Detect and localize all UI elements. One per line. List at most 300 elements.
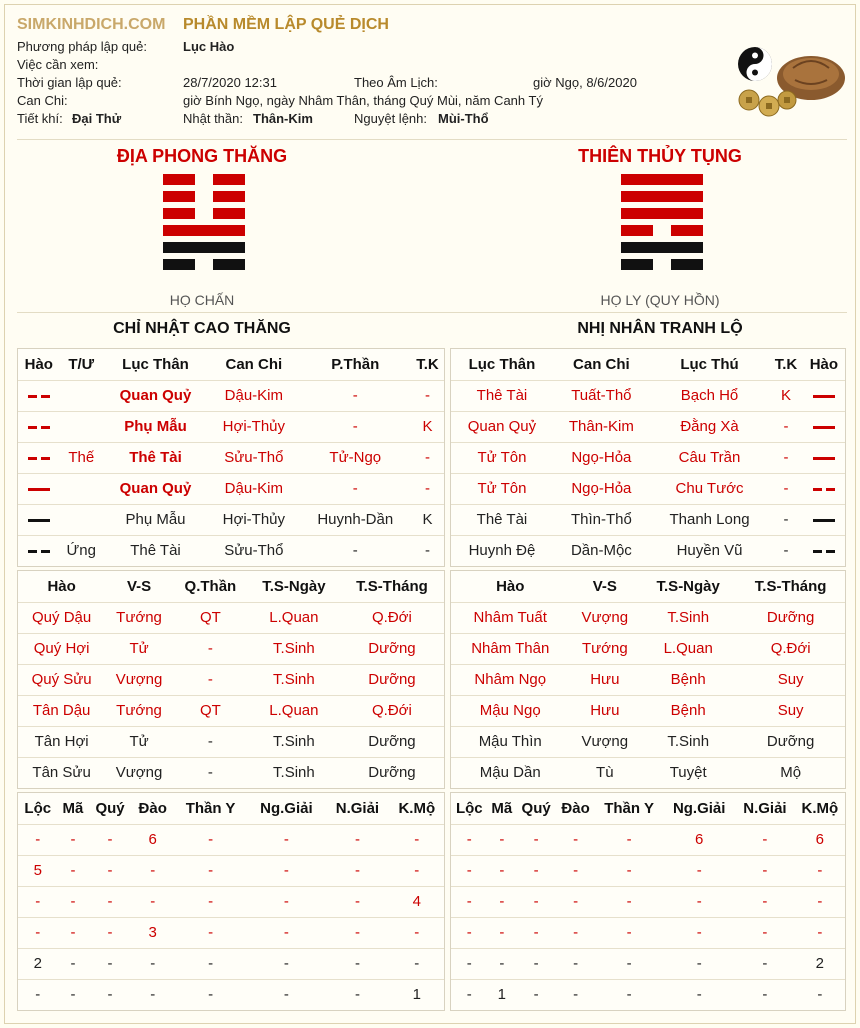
right-hexagram-name: THIÊN THỦY TỤNG [578, 146, 742, 166]
table-cell: - [390, 824, 444, 855]
table-cell: - [247, 855, 325, 886]
nhatthan-label: Nhật thần: [183, 111, 243, 126]
table-cell: - [769, 411, 803, 442]
purpose-label: Việc cần xem: [17, 57, 99, 72]
table-cell: - [174, 886, 248, 917]
table-cell: - [88, 886, 131, 917]
column-header: Thần Y [595, 793, 663, 824]
table-cell: Thê Tài [451, 504, 553, 535]
table-cell: - [735, 855, 794, 886]
table-cell: Ứng [66, 542, 96, 560]
table-cell: - [735, 824, 794, 855]
table-row [451, 948, 845, 979]
table-cell: Tân Hợi [18, 726, 105, 757]
yin-line [163, 174, 245, 185]
table-cell: - [626, 986, 632, 1004]
table-cell: K [769, 380, 803, 411]
table-cell [803, 535, 845, 566]
table-cell: - [663, 917, 735, 948]
table-cell: Bệnh [640, 695, 736, 726]
table-cell [18, 473, 60, 504]
table-cell: - [556, 948, 595, 979]
table-cell: - [70, 986, 76, 1004]
table-row [18, 886, 444, 917]
table-cell: 1 [412, 986, 421, 1004]
table-cell: T.Sinh [640, 726, 736, 757]
yang-line [621, 242, 703, 253]
table-cell: - [300, 411, 411, 442]
table-cell: QT [173, 602, 248, 633]
yin-line [621, 259, 703, 270]
table-cell: Vượng [569, 726, 640, 757]
column-header: V-S [569, 571, 640, 602]
table-cell: - [247, 886, 325, 917]
table-cell: - [488, 886, 517, 917]
table-cell: 6 [132, 824, 174, 855]
column-header: Thần Y [174, 793, 248, 824]
table-cell: - [354, 986, 360, 1004]
column-header: T.S-Ngày [248, 571, 340, 602]
nguyetlenh-value: Mùi-Thổ [438, 111, 489, 126]
table-cell: T.Sinh [273, 764, 315, 782]
table-cell: - [247, 917, 325, 948]
table-cell: 5 [18, 855, 58, 886]
column-header: Can Chi [553, 349, 650, 380]
table-row [18, 948, 444, 979]
yin-line-mark [28, 395, 50, 398]
column-header: Mã [58, 793, 89, 824]
table-cell: - [325, 824, 389, 855]
table-row [451, 411, 845, 442]
table-cell: Đằng Xà [650, 411, 769, 442]
table-row [18, 602, 444, 633]
table-cell: Tử Tôn [451, 473, 553, 504]
table-cell: QT [173, 695, 248, 726]
table-cell: Q.Đới [340, 602, 444, 633]
table-cell: - [817, 986, 823, 1004]
table-cell [18, 380, 60, 411]
table-cell: - [663, 855, 735, 886]
table-cell: - [325, 855, 389, 886]
column-header: Hào [451, 571, 569, 602]
table-cell: Dưỡng [340, 726, 444, 757]
table-row [18, 695, 444, 726]
table-cell: Quan Quỷ [103, 473, 208, 504]
table-cell: Q.Đới [736, 633, 845, 664]
left-hexagram-family: HỌ CHẤN [169, 292, 235, 308]
table-row [451, 633, 845, 664]
table-cell: - [516, 824, 556, 855]
table-cell: - [88, 948, 131, 979]
table-cell: - [58, 824, 89, 855]
table-cell: L.Quan [248, 695, 340, 726]
table-cell: - [451, 886, 488, 917]
table-cell: - [88, 855, 131, 886]
time-value: 28/7/2020 12:31 [183, 75, 277, 90]
table-cell: - [58, 855, 89, 886]
table-cell: Dưỡng [340, 664, 444, 695]
table-cell: Dưỡng [736, 726, 845, 757]
table-cell: - [132, 886, 174, 917]
table-cell: Quan Quỷ [451, 411, 553, 442]
table-cell: Vượng [569, 602, 640, 633]
left-hexagram-name: ĐỊA PHONG THĂNG [116, 146, 288, 166]
column-header: T/Ư [60, 349, 103, 380]
table-cell: - [595, 917, 663, 948]
header-divider [17, 139, 847, 140]
table-cell: Tuất-Thổ [553, 380, 650, 411]
table-cell: - [516, 886, 556, 917]
table-cell: - [783, 542, 789, 560]
table-cell [803, 380, 845, 411]
yang-line-mark [28, 519, 50, 522]
table-row [18, 979, 444, 1010]
table-cell: Quý Dậu [18, 602, 105, 633]
table-cell: - [107, 986, 113, 1004]
table-cell: 1 [497, 986, 507, 1004]
table-cell [803, 411, 845, 442]
table-cell: - [424, 542, 430, 560]
column-header: Ng.Giải [247, 793, 325, 824]
table-cell: Dưỡng [736, 602, 845, 633]
table-row [18, 504, 444, 535]
table-row [18, 535, 444, 566]
column-header: Ng.Giải [663, 793, 735, 824]
right-vuong-suy-table [450, 570, 846, 789]
yin-line-mark [28, 457, 50, 460]
table-cell: Bạch Hổ [650, 380, 769, 411]
table-cell: Vượng [105, 664, 173, 695]
yang-line [163, 225, 245, 236]
table-cell: - [556, 917, 595, 948]
table-cell [60, 411, 103, 442]
table-cell [18, 504, 60, 535]
table-cell: Tuyệt [669, 764, 707, 782]
column-header: Lộc [18, 793, 58, 824]
table-cell: Tướng [105, 695, 173, 726]
table-cell: - [390, 917, 444, 948]
left-hexagram-title: CHỈ NHẬT CAO THĂNG [113, 320, 291, 337]
table-row [451, 979, 845, 1010]
table-row [18, 380, 444, 411]
table-cell: Thê Tài [451, 380, 553, 411]
table-cell: Quý Sửu [18, 664, 105, 695]
yin-line [163, 259, 245, 270]
table-cell: - [58, 886, 89, 917]
table-cell: - [174, 917, 248, 948]
yin-yang-coins-logo [735, 38, 847, 122]
table-cell: - [247, 948, 325, 979]
table-cell: - [769, 442, 803, 473]
table-row [451, 695, 845, 726]
table-cell: - [451, 824, 488, 855]
table-cell: Thê Tài [103, 442, 208, 473]
table-cell: Câu Trần [650, 442, 769, 473]
table-row [18, 855, 444, 886]
table-cell: Dậu-Kim [208, 473, 300, 504]
yin-line-mark [813, 488, 835, 491]
yin-line [621, 225, 703, 236]
table-cell: 6 [795, 824, 845, 855]
yang-line-mark [813, 519, 835, 522]
table-cell: T.Sinh [248, 633, 340, 664]
app-title: PHẦN MỀM LẬP QUẺ DỊCH [183, 16, 389, 33]
table-row [18, 726, 444, 757]
table-cell: K [411, 411, 444, 442]
right-than-sat-table [450, 792, 846, 1011]
column-header: Lục Thân [103, 349, 208, 380]
table-cell: - [466, 986, 472, 1004]
table-cell: T.Sinh [248, 726, 340, 757]
table-row [451, 824, 845, 855]
table-cell: - [488, 855, 517, 886]
table-cell: T.Sinh [248, 664, 340, 695]
table-cell: - [451, 917, 488, 948]
table-cell: - [352, 542, 358, 560]
method-value: Lục Hào [183, 39, 235, 54]
table-cell: Phụ Mẫu [103, 504, 208, 535]
table-cell: - [451, 855, 488, 886]
column-header: N.Giải [325, 793, 389, 824]
column-header: Q.Thần [173, 571, 248, 602]
yang-line [621, 174, 703, 185]
column-header: T.S-Tháng [340, 571, 444, 602]
table-cell: Vượng [115, 764, 163, 782]
table-cell: 2 [18, 948, 58, 979]
table-cell: Chu Tước [650, 473, 769, 504]
table-cell: Thế [60, 442, 103, 473]
right-hexagram [621, 174, 703, 276]
table-cell: - [325, 886, 389, 917]
table-cell: 3 [132, 917, 174, 948]
table-row [451, 886, 845, 917]
table-cell: Mậu Thìn [451, 726, 569, 757]
yang-line-mark [813, 426, 835, 429]
table-cell [60, 380, 103, 411]
table-cell: Ngọ-Hỏa [553, 473, 650, 504]
table-cell: Sửu-Thổ [224, 542, 284, 560]
table-cell: - [390, 948, 444, 979]
column-header: Lộc [451, 793, 488, 824]
yang-line [163, 242, 245, 253]
table-row [451, 664, 845, 695]
table-cell: - [769, 473, 803, 504]
time-label: Thời gian lập quẻ: [17, 75, 122, 90]
table-cell: - [411, 473, 444, 504]
table-cell: Nhâm Tuất [451, 602, 569, 633]
nhatthan-value: Thân-Kim [253, 111, 313, 126]
column-header: Đào [556, 793, 595, 824]
column-header: Đào [132, 793, 174, 824]
table-cell: - [556, 824, 595, 855]
table-row [451, 855, 845, 886]
table-cell: - [735, 948, 794, 979]
column-header: N.Giải [735, 793, 794, 824]
yin-line-mark [813, 550, 835, 553]
table-cell: Tướng [105, 602, 173, 633]
table-cell: Nhâm Ngọ [451, 664, 569, 695]
table-cell: - [795, 886, 845, 917]
table-cell: Thân-Kim [553, 411, 650, 442]
table-cell: T.Sinh [640, 602, 736, 633]
table-cell: 4 [390, 886, 444, 917]
table-cell: - [556, 855, 595, 886]
table-cell: Hợi-Thủy [208, 411, 300, 442]
table-cell: - [411, 380, 444, 411]
table-row [451, 917, 845, 948]
table-cell: Tử [105, 633, 173, 664]
table-cell: - [488, 824, 517, 855]
column-header: Lục Thân [451, 349, 553, 380]
table-row [18, 664, 444, 695]
table-cell [60, 473, 103, 504]
table-cell: Suy [736, 695, 845, 726]
table-cell: - [207, 764, 213, 782]
table-cell: - [516, 917, 556, 948]
table-row [451, 602, 845, 633]
table-cell: - [174, 824, 248, 855]
table-cell: - [795, 855, 845, 886]
table-cell [18, 535, 60, 566]
table-cell: - [300, 473, 411, 504]
table-cell: - [516, 855, 556, 886]
table-cell: Thìn-Thổ [553, 504, 650, 535]
table-cell: - [58, 917, 89, 948]
yin-line [163, 191, 245, 202]
yang-line [621, 208, 703, 219]
table-row [18, 442, 444, 473]
table-cell: Hưu [569, 664, 640, 695]
column-header: Quý [88, 793, 131, 824]
column-header: P.Thần [300, 349, 411, 380]
column-header: T.K [411, 349, 444, 380]
table-row [18, 824, 444, 855]
table-cell: Q.Đới [340, 695, 444, 726]
table-cell: - [18, 824, 58, 855]
method-label: Phương pháp lập quẻ: [17, 39, 147, 54]
right-hao-table [450, 348, 846, 567]
table-cell: - [150, 986, 156, 1004]
table-cell: Mộ [780, 764, 802, 782]
table-row [18, 917, 444, 948]
table-cell: - [769, 504, 803, 535]
table-cell: Nhâm Thân [451, 633, 569, 664]
table-cell: Quý Hợi [18, 633, 105, 664]
table-cell: - [533, 986, 539, 1004]
column-header: Hào [18, 571, 105, 602]
table-cell: - [88, 917, 131, 948]
table-cell: Tân Sửu [32, 764, 91, 782]
table-cell [803, 442, 845, 473]
column-header: K.Mộ [795, 793, 845, 824]
table-cell: Phụ Mẫu [103, 411, 208, 442]
table-cell: Thê Tài [130, 542, 181, 560]
table-cell: - [488, 948, 517, 979]
table-cell: - [132, 855, 174, 886]
tietkhi-label: Tiết khí: [17, 111, 63, 126]
table-cell: - [451, 948, 488, 979]
table-cell [18, 442, 60, 473]
lunar-label: Theo Âm Lịch: [354, 75, 438, 90]
table-cell: - [595, 886, 663, 917]
yin-line [163, 208, 245, 219]
table-cell: Huynh Đệ [468, 542, 536, 560]
table-row [451, 442, 845, 473]
table-cell: - [132, 948, 174, 979]
table-cell [803, 504, 845, 535]
table-cell: 2 [795, 948, 845, 979]
table-row [451, 473, 845, 504]
column-header: Hào [18, 349, 60, 380]
table-cell: 6 [663, 824, 735, 855]
table-cell: - [595, 948, 663, 979]
column-header: V-S [105, 571, 173, 602]
column-header: T.S-Tháng [736, 571, 845, 602]
tietkhi-value: Đại Thử [72, 111, 122, 126]
header-info [17, 14, 837, 134]
column-header: Hào [803, 349, 845, 380]
table-cell: - [516, 948, 556, 979]
table-cell: - [488, 917, 517, 948]
site-name[interactable]: SIMKINHDICH.COM [17, 16, 166, 33]
table-cell: - [595, 824, 663, 855]
table-cell: Tử-Ngọ [300, 442, 411, 473]
column-header: Lục Thú [650, 349, 769, 380]
table-cell: - [174, 948, 248, 979]
table-cell: - [735, 917, 794, 948]
table-cell: Dưỡng [340, 633, 444, 664]
table-cell: Mậu Ngọ [451, 695, 569, 726]
table-cell: Dưỡng [368, 764, 416, 782]
column-header: T.K [769, 349, 803, 380]
table-row [18, 473, 444, 504]
table-cell: Suy [736, 664, 845, 695]
table-cell: Tử Tôn [451, 442, 553, 473]
canchi-value: giờ Bính Ngọ, ngày Nhâm Thân, tháng Quý Mùi, năm Canh Tý [183, 93, 543, 108]
column-header: Mã [488, 793, 517, 824]
table-row [18, 633, 444, 664]
table-cell: Sửu-Thổ [208, 442, 300, 473]
table-cell: Tử [105, 726, 173, 757]
table-cell: Tướng [569, 633, 640, 664]
table-cell: - [696, 986, 702, 1004]
table-row [451, 504, 845, 535]
table-row [451, 380, 845, 411]
table-cell: - [173, 726, 248, 757]
table-row [18, 757, 444, 788]
table-cell: - [208, 986, 214, 1004]
table-cell [60, 504, 103, 535]
table-cell: - [300, 380, 411, 411]
table-cell: - [173, 633, 248, 664]
yang-line-mark [813, 395, 835, 398]
table-cell: - [762, 986, 768, 1004]
right-hexagram-family: HỌ LY (QUY HỒN) [600, 292, 720, 308]
table-cell: Huynh-Dần [300, 504, 411, 535]
table-cell: - [174, 855, 248, 886]
table-cell: - [18, 917, 58, 948]
table-cell: Huyền Vũ [676, 542, 743, 560]
table-cell: Dậu-Kim [208, 380, 300, 411]
table-cell: - [173, 664, 248, 695]
column-header: Can Chi [208, 349, 300, 380]
column-header: K.Mộ [390, 793, 444, 824]
table-cell: L.Quan [640, 633, 736, 664]
table-cell: Hợi-Thủy [208, 504, 300, 535]
table-cell: Hưu [569, 695, 640, 726]
table-cell: - [325, 948, 389, 979]
yin-line-mark [28, 426, 50, 429]
